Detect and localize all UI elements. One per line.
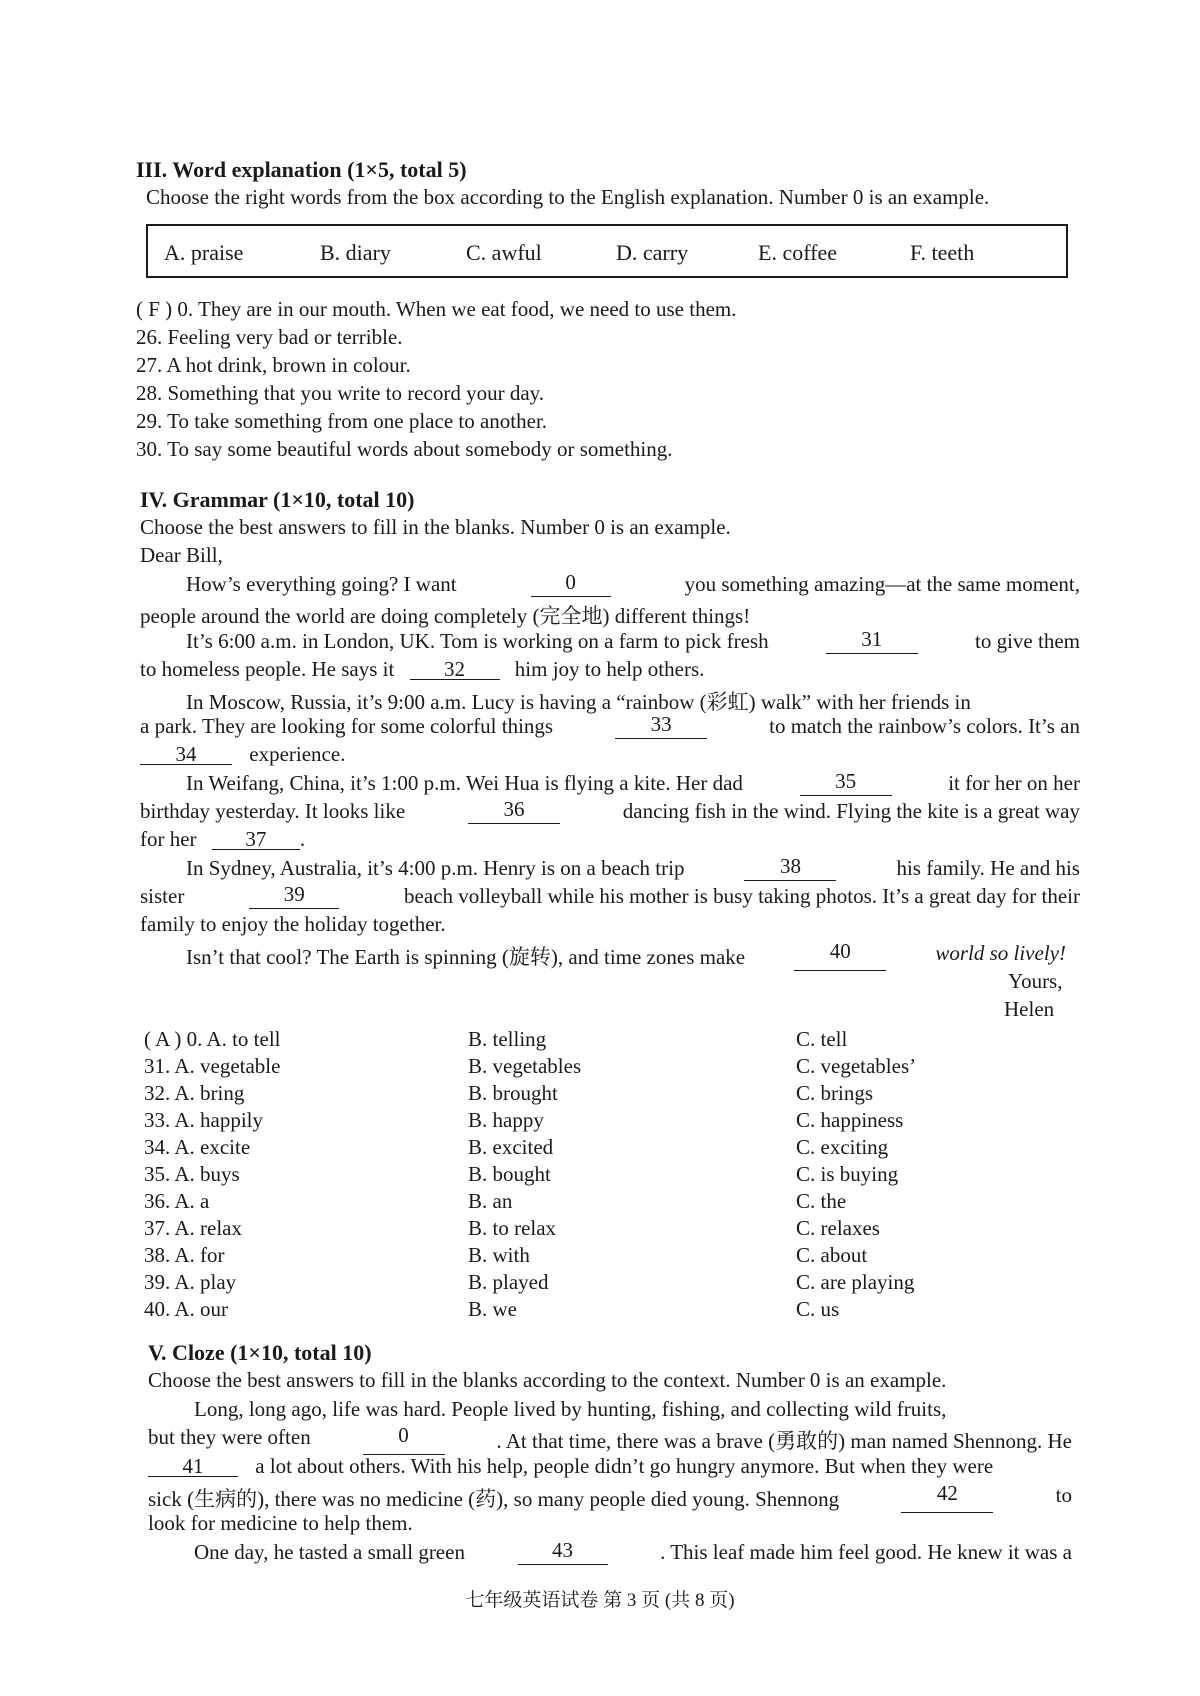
option-b: B. an bbox=[468, 1189, 513, 1213]
section-3-instruction: Choose the right words from the box according to the English explanation. Number 0 is an example. bbox=[146, 185, 990, 209]
word-option-f: F. teeth bbox=[910, 240, 975, 265]
option-b: B. we bbox=[468, 1297, 517, 1321]
text: experience. bbox=[249, 742, 346, 766]
para-4-line-1 bbox=[186, 771, 1080, 796]
blank-0: 0 bbox=[531, 572, 611, 597]
text: beach volleyball while his mother is busy taking photos. It’s a great day for their bbox=[404, 884, 1080, 908]
blank-0: 0 bbox=[363, 1425, 445, 1455]
blank-41: 41 bbox=[148, 1456, 238, 1477]
option-a: 40. A. our bbox=[144, 1297, 228, 1321]
para-3-line-1: In Moscow, Russia, it’s 9:00 a.m. Lucy is having a “rainbow (彩虹) walk” with her friends in bbox=[186, 690, 971, 714]
text: It’s 6:00 a.m. in London, UK. Tom is working on a farm to pick fresh bbox=[186, 629, 769, 653]
text: to give them bbox=[975, 629, 1080, 653]
cloze-line-3 bbox=[148, 1454, 993, 1479]
text: to match the rainbow’s colors. It’s an bbox=[769, 714, 1080, 738]
para-4-line-2 bbox=[140, 799, 1080, 824]
text: dancing fish in the wind. Flying the kite is a great way bbox=[622, 799, 1080, 823]
blank-37: 37 bbox=[212, 829, 300, 850]
text: sister bbox=[140, 884, 185, 908]
option-a: 31. A. vegetable bbox=[144, 1054, 281, 1078]
cloze-line-2 bbox=[148, 1425, 1072, 1455]
option-b: B. with bbox=[468, 1243, 530, 1267]
word-box bbox=[146, 224, 1068, 278]
text: . At that time, there was a brave (勇敢的) man named Shennong. He bbox=[496, 1429, 1072, 1453]
option-c: C. are playing bbox=[796, 1270, 915, 1294]
option-b: B. bought bbox=[468, 1162, 551, 1186]
option-b: B. happy bbox=[468, 1108, 544, 1132]
letter-greeting: Dear Bill, bbox=[140, 543, 223, 567]
text: to bbox=[1055, 1483, 1072, 1507]
grammar-options-col-a bbox=[144, 1026, 281, 1323]
blank-33: 33 bbox=[615, 714, 707, 739]
para-2-line-1 bbox=[186, 629, 1080, 654]
section-3-title: III. Word explanation (1×5, total 5) bbox=[136, 157, 467, 182]
item-0: ( F ) 0. They are in our mouth. When we eat food, we need to use them. bbox=[136, 297, 737, 321]
para-5-line-3: family to enjoy the holiday together. bbox=[140, 912, 446, 936]
para-3-line-3 bbox=[140, 742, 345, 767]
text: . This leaf made him feel good. He knew it was a bbox=[660, 1540, 1072, 1564]
option-c: C. the bbox=[796, 1189, 847, 1213]
text: How’s everything going? I want bbox=[186, 572, 457, 596]
blank-36: 36 bbox=[468, 799, 560, 824]
word-option-c: C. awful bbox=[466, 240, 542, 265]
option-a: 36. A. a bbox=[144, 1189, 210, 1213]
text: you something amazing—at the same moment, bbox=[684, 572, 1080, 596]
letter-signature: Helen bbox=[1004, 997, 1055, 1021]
option-a: ( A ) 0. A. to tell bbox=[144, 1027, 281, 1051]
blank-40: 40 bbox=[794, 941, 886, 971]
blank-32: 32 bbox=[410, 659, 500, 680]
option-c: C. is buying bbox=[796, 1162, 899, 1186]
para-1-line-1 bbox=[186, 572, 1080, 597]
section-4-instruction: Choose the best answers to fill in the blanks. Number 0 is an example. bbox=[140, 515, 731, 539]
word-option-e: E. coffee bbox=[758, 240, 837, 265]
letter-closing: Yours, bbox=[1008, 969, 1063, 993]
text: his family. He and his bbox=[896, 856, 1080, 880]
item-29: 29. To take something from one place to another. bbox=[136, 409, 548, 433]
option-a: 32. A. bring bbox=[144, 1081, 245, 1105]
text: sick (生病的), there was no medicine (药), so many people died young. Shennong bbox=[148, 1487, 840, 1511]
text: In Weifang, China, it’s 1:00 p.m. Wei Hua is flying a kite. Her dad bbox=[186, 771, 743, 795]
option-b: B. excited bbox=[468, 1135, 554, 1159]
blank-42: 42 bbox=[901, 1483, 993, 1513]
cloze-line-4 bbox=[148, 1483, 1072, 1513]
page-footer: 七年级英语试卷 第 3 页 (共 8 页) bbox=[465, 1590, 735, 1611]
option-a: 34. A. excite bbox=[144, 1135, 251, 1159]
text: it for her on her bbox=[948, 771, 1080, 795]
word-option-b: B. diary bbox=[320, 240, 391, 265]
blank-39: 39 bbox=[249, 884, 339, 909]
option-a: 38. A. for bbox=[144, 1243, 225, 1267]
blank-34: 34 bbox=[140, 744, 232, 765]
blank-31: 31 bbox=[826, 629, 918, 654]
blank-38: 38 bbox=[744, 856, 836, 881]
para-3-line-2 bbox=[140, 714, 1080, 739]
option-c: C. exciting bbox=[796, 1135, 889, 1159]
option-c: C. vegetables’ bbox=[796, 1054, 917, 1078]
item-27: 27. A hot drink, brown in colour. bbox=[136, 353, 411, 377]
grammar-options-col-b bbox=[468, 1026, 581, 1323]
option-b: B. brought bbox=[468, 1081, 558, 1105]
option-b: B. played bbox=[468, 1270, 549, 1294]
word-option-a: A. praise bbox=[164, 240, 244, 265]
option-c: C. brings bbox=[796, 1081, 874, 1105]
para-6-line-1 bbox=[186, 941, 1066, 971]
section-5-title: V. Cloze (1×10, total 10) bbox=[148, 1340, 372, 1365]
option-a: 37. A. relax bbox=[144, 1216, 242, 1240]
cloze-line-5: look for medicine to help them. bbox=[148, 1511, 413, 1535]
word-option-d: D. carry bbox=[616, 240, 689, 265]
text: One day, he tasted a small green bbox=[194, 1540, 465, 1564]
option-c: C. us bbox=[796, 1297, 840, 1321]
section-4-title: IV. Grammar (1×10, total 10) bbox=[140, 487, 415, 512]
blank-35: 35 bbox=[800, 771, 892, 796]
cloze-line-1: Long, long ago, life was hard. People lived by hunting, fishing, and collecting wild fruits, bbox=[194, 1397, 947, 1421]
para-5-line-1 bbox=[186, 856, 1080, 881]
option-b: B. telling bbox=[468, 1027, 547, 1051]
blank-43: 43 bbox=[518, 1540, 608, 1565]
text: a lot about others. With his help, people didn’t go hungry anymore. But when they were bbox=[255, 1454, 994, 1478]
option-c: C. tell bbox=[796, 1027, 848, 1051]
text: but they were often bbox=[148, 1425, 311, 1449]
para-5-line-2 bbox=[140, 884, 1080, 909]
option-c: C. happiness bbox=[796, 1108, 904, 1132]
item-28: 28. Something that you write to record your day. bbox=[136, 381, 545, 405]
text: for her bbox=[140, 827, 197, 851]
option-a: 33. A. happily bbox=[144, 1108, 263, 1132]
option-a: 39. A. play bbox=[144, 1270, 237, 1294]
text: a park. They are looking for some colorful things bbox=[140, 714, 554, 738]
text: world so lively! bbox=[935, 941, 1066, 965]
para-2-line-2 bbox=[140, 657, 704, 682]
text: to homeless people. He says it bbox=[140, 657, 395, 681]
text: In Sydney, Australia, it’s 4:00 p.m. Henry is on a beach trip bbox=[186, 856, 685, 880]
cloze-line-6 bbox=[194, 1540, 1072, 1565]
option-a: 35. A. buys bbox=[144, 1162, 240, 1186]
para-4-line-3 bbox=[140, 827, 305, 852]
option-c: C. relaxes bbox=[796, 1216, 880, 1240]
item-30: 30. To say some beautiful words about somebody or something. bbox=[136, 437, 673, 461]
text: Isn’t that cool? The Earth is spinning (旋转), and time zones make bbox=[186, 945, 746, 969]
option-b: B. to relax bbox=[468, 1216, 557, 1240]
grammar-options-col-c bbox=[796, 1026, 916, 1323]
text: him joy to help others. bbox=[514, 657, 705, 681]
section-5-instruction: Choose the best answers to fill in the blanks according to the context. Number 0 is an example. bbox=[148, 1368, 947, 1392]
text: . bbox=[299, 827, 306, 851]
text: birthday yesterday. It looks like bbox=[140, 799, 406, 823]
item-26: 26. Feeling very bad or terrible. bbox=[136, 325, 403, 349]
para-1-line-2: people around the world are doing completely (完全地) different things! bbox=[140, 604, 751, 628]
option-b: B. vegetables bbox=[468, 1054, 582, 1078]
option-c: C. about bbox=[796, 1243, 868, 1267]
